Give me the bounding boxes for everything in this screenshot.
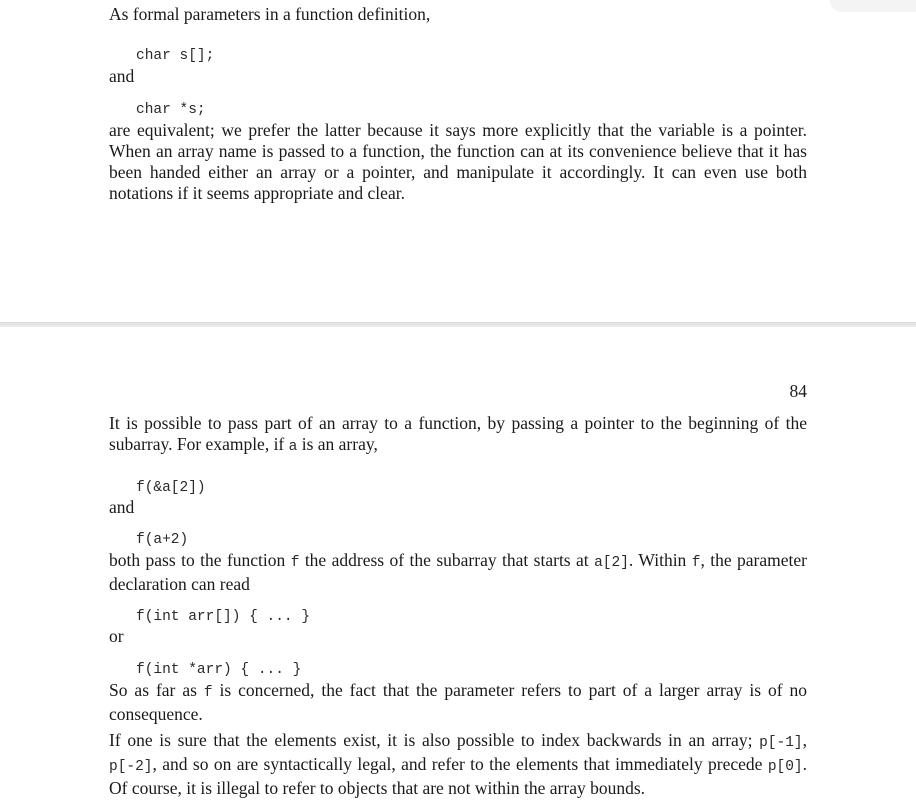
text-segment: both pass to the function xyxy=(109,550,291,570)
text-segment: If one is sure that the elements exist, it is also possible to index backwards in an array; xyxy=(109,730,760,750)
text-segment: . Of course, it is illegal to refer to objects that are not within the array bounds. xyxy=(109,754,807,798)
equivalence-paragraph: are equivalent; we prefer the latter because it says more explicitly that the variable is a pointer. When an array name is passed to a function, the function can at its convenience believe that it has been handed either an array or a pointer, and manipulate it accordingly. It can even use both notations if it seems appropriate and clear. xyxy=(109,120,807,203)
text-segment: So as far as xyxy=(109,680,204,700)
text-segment: is an array, xyxy=(297,434,378,454)
text-segment: It is possible to pass part of an array to a function, by passing a pointer to the beginning of the subarray. For example, if xyxy=(109,413,807,454)
consequence-paragraph xyxy=(109,680,807,725)
text-segment: is concerned, the fact that the parameter refers to part of a larger array is of no consequence. xyxy=(109,680,807,724)
text-segment: , and so on are syntactically legal, and refer to the elements that immediately precede xyxy=(152,754,768,774)
intro-paragraph: As formal parameters in a function definition, xyxy=(109,4,431,24)
viewer-corner-shade xyxy=(830,0,916,12)
text-segment: , xyxy=(802,730,807,750)
inline-code: p[0] xyxy=(767,759,803,775)
negative-index-paragraph xyxy=(109,730,807,799)
inline-code: a[2] xyxy=(594,555,629,571)
inline-code: f xyxy=(203,685,213,701)
code-pointer-arithmetic: f(a+2) xyxy=(136,532,189,548)
code-address-of-element: f(&a[2]) xyxy=(136,480,206,496)
text-segment: , the parameter declaration can read xyxy=(109,550,807,594)
code-pointer-parameter: f(int *arr) { ... } xyxy=(136,662,302,678)
code-array-parameter: f(int arr[]) { ... } xyxy=(136,609,311,625)
code-char-array-param: char s[]; xyxy=(136,48,215,64)
inline-code: a xyxy=(288,439,298,455)
code-char-pointer-param: char *s; xyxy=(136,102,206,118)
inline-code: p[-2] xyxy=(109,759,153,775)
text-segment: the address of the subarray that starts at xyxy=(299,550,595,570)
connector-or: or xyxy=(109,626,124,646)
inline-code: f xyxy=(290,555,300,571)
document-page-top xyxy=(0,0,916,323)
inline-code: p[-1] xyxy=(759,735,803,751)
subarray-address-paragraph xyxy=(109,550,807,595)
document-page-bottom xyxy=(0,327,916,800)
inline-code: f xyxy=(691,555,701,571)
page-number: 84 xyxy=(789,381,807,401)
text-segment: . Within xyxy=(628,550,692,570)
connector-and-1: and xyxy=(109,66,135,86)
connector-and-2: and xyxy=(109,497,135,517)
subarray-intro-paragraph xyxy=(109,413,807,458)
